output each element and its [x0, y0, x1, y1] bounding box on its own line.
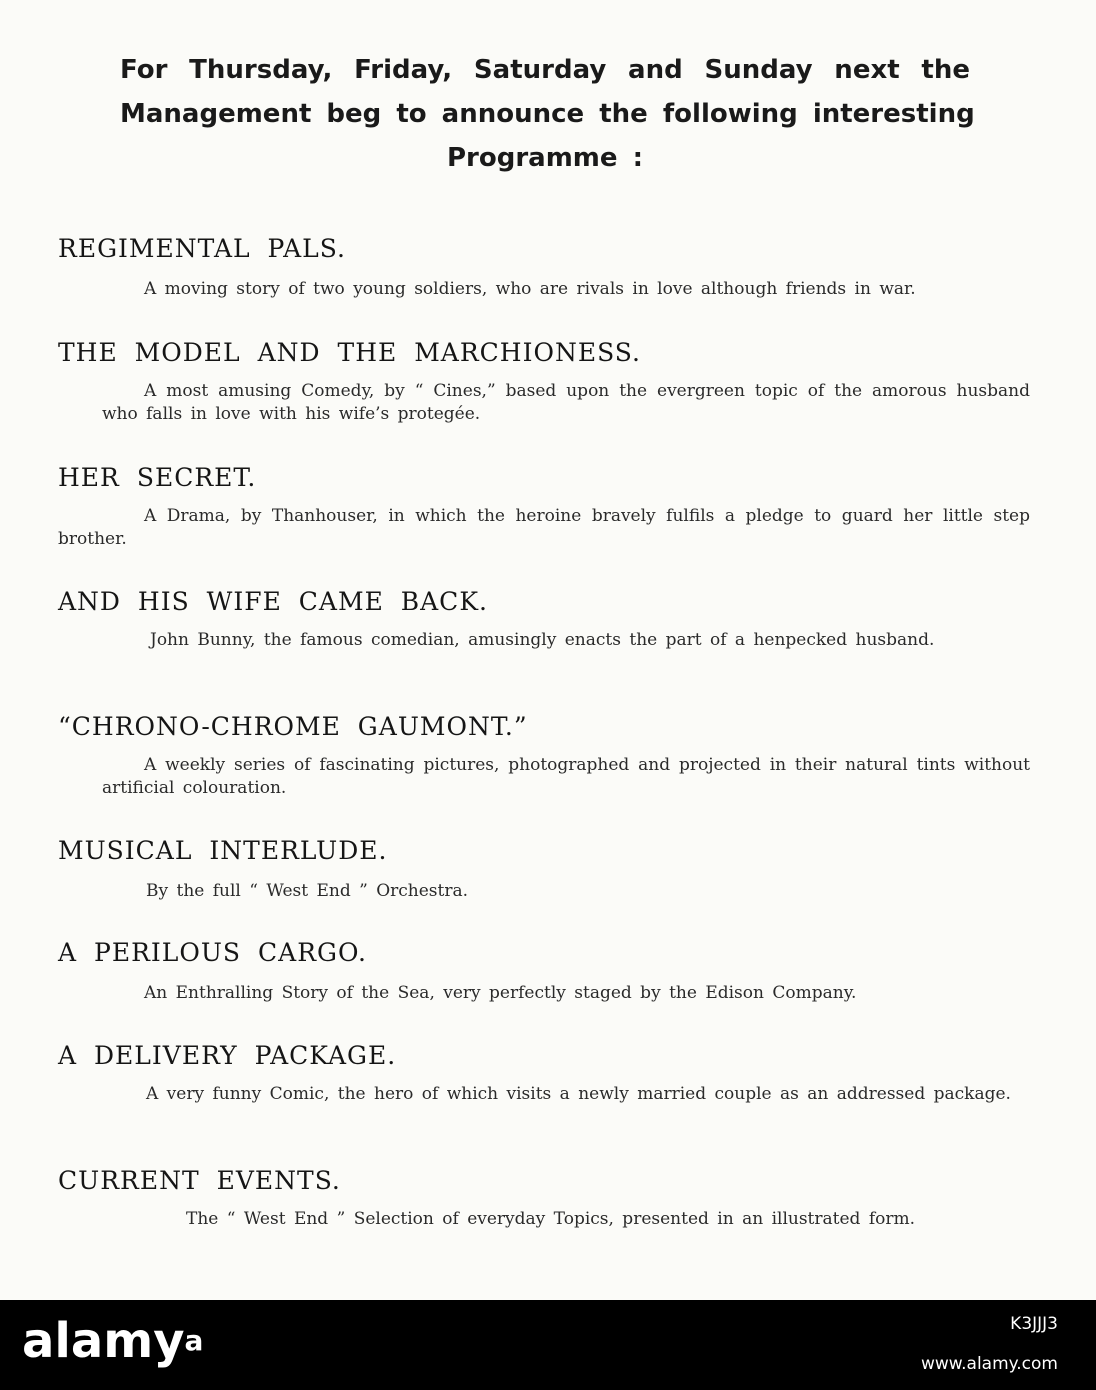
programme-item-title: “CHRONO-CHROME GAUMONT.”	[58, 712, 528, 741]
programme-item-description: A weekly series of fascinating pictures, photographed and projected in their natural tints without artificial colouration.	[102, 755, 1030, 798]
alamy-logo	[22, 1313, 204, 1369]
programme-item-description: A moving story of two young soldiers, who are rivals in love although friends in war.	[144, 279, 916, 299]
programme-item-his-wife-came-back	[58, 587, 1030, 652]
programme-item-her-secret	[58, 463, 1030, 551]
programme-item-musical-interlude	[58, 836, 1030, 903]
programme-item-regimental-pals	[58, 234, 1030, 301]
programme-item-title: CURRENT EVENTS.	[58, 1166, 341, 1195]
programme-item-title: A DELIVERY PACKAGE.	[58, 1041, 397, 1070]
programme-item-title: AND HIS WIFE CAME BACK.	[58, 587, 488, 616]
heading-line-3: Programme :	[447, 143, 643, 173]
alamy-logo-text: alamy	[22, 1313, 185, 1369]
watermark-url: www.alamy.com	[920, 1354, 1058, 1374]
image-id: K3JJJ3	[1010, 1314, 1058, 1334]
programme-item-description: A Drama, by Thanhouser, in which the heroine bravely fulfils a pledge to guard her little step brother.	[58, 506, 1030, 549]
programme-item-description: The “ West End ” Selection of everyday Topics, presented in an illustrated form.	[186, 1209, 916, 1229]
heading-line-2: Management beg to announce the following interesting	[120, 99, 975, 129]
programme-item-title: THE MODEL AND THE MARCHIONESS.	[58, 338, 641, 367]
programme-item-description: A very funny Comic, the hero of which visits a newly married couple as an addressed package.	[146, 1084, 1011, 1104]
programme-item-title: HER SECRET.	[58, 463, 257, 492]
watermark-bar	[0, 1300, 1096, 1390]
programme-item-chrono-chrome-gaumont	[58, 712, 1030, 800]
alamy-logo-mark: a	[184, 1324, 204, 1357]
programme-item-description: A most amusing Comedy, by “ Cines,” based upon the evergreen topic of the amorous husband who falls in love with his wife’s protegée.	[102, 381, 1030, 424]
programme-item-title: MUSICAL INTERLUDE.	[58, 836, 388, 865]
programme-item-model-marchioness	[58, 338, 1030, 426]
announcement-heading	[120, 48, 975, 180]
programme-item-delivery-package	[58, 1041, 1030, 1106]
programme-item-description: An Enthralling Story of the Sea, very perfectly staged by the Edison Company.	[144, 983, 857, 1003]
programme-item-current-events	[58, 1166, 1030, 1231]
programme-item-title: REGIMENTAL PALS.	[58, 234, 346, 263]
programme-item-description: By the full “ West End ” Orchestra.	[146, 881, 469, 901]
programme-item-title: A PERILOUS CARGO.	[58, 938, 367, 967]
programme-item-description: John Bunny, the famous comedian, amusingly enacts the part of a henpecked husband.	[150, 630, 935, 650]
programme-item-perilous-cargo	[58, 938, 1030, 1005]
heading-line-1: For Thursday, Friday, Saturday and Sunday next the	[120, 55, 970, 85]
